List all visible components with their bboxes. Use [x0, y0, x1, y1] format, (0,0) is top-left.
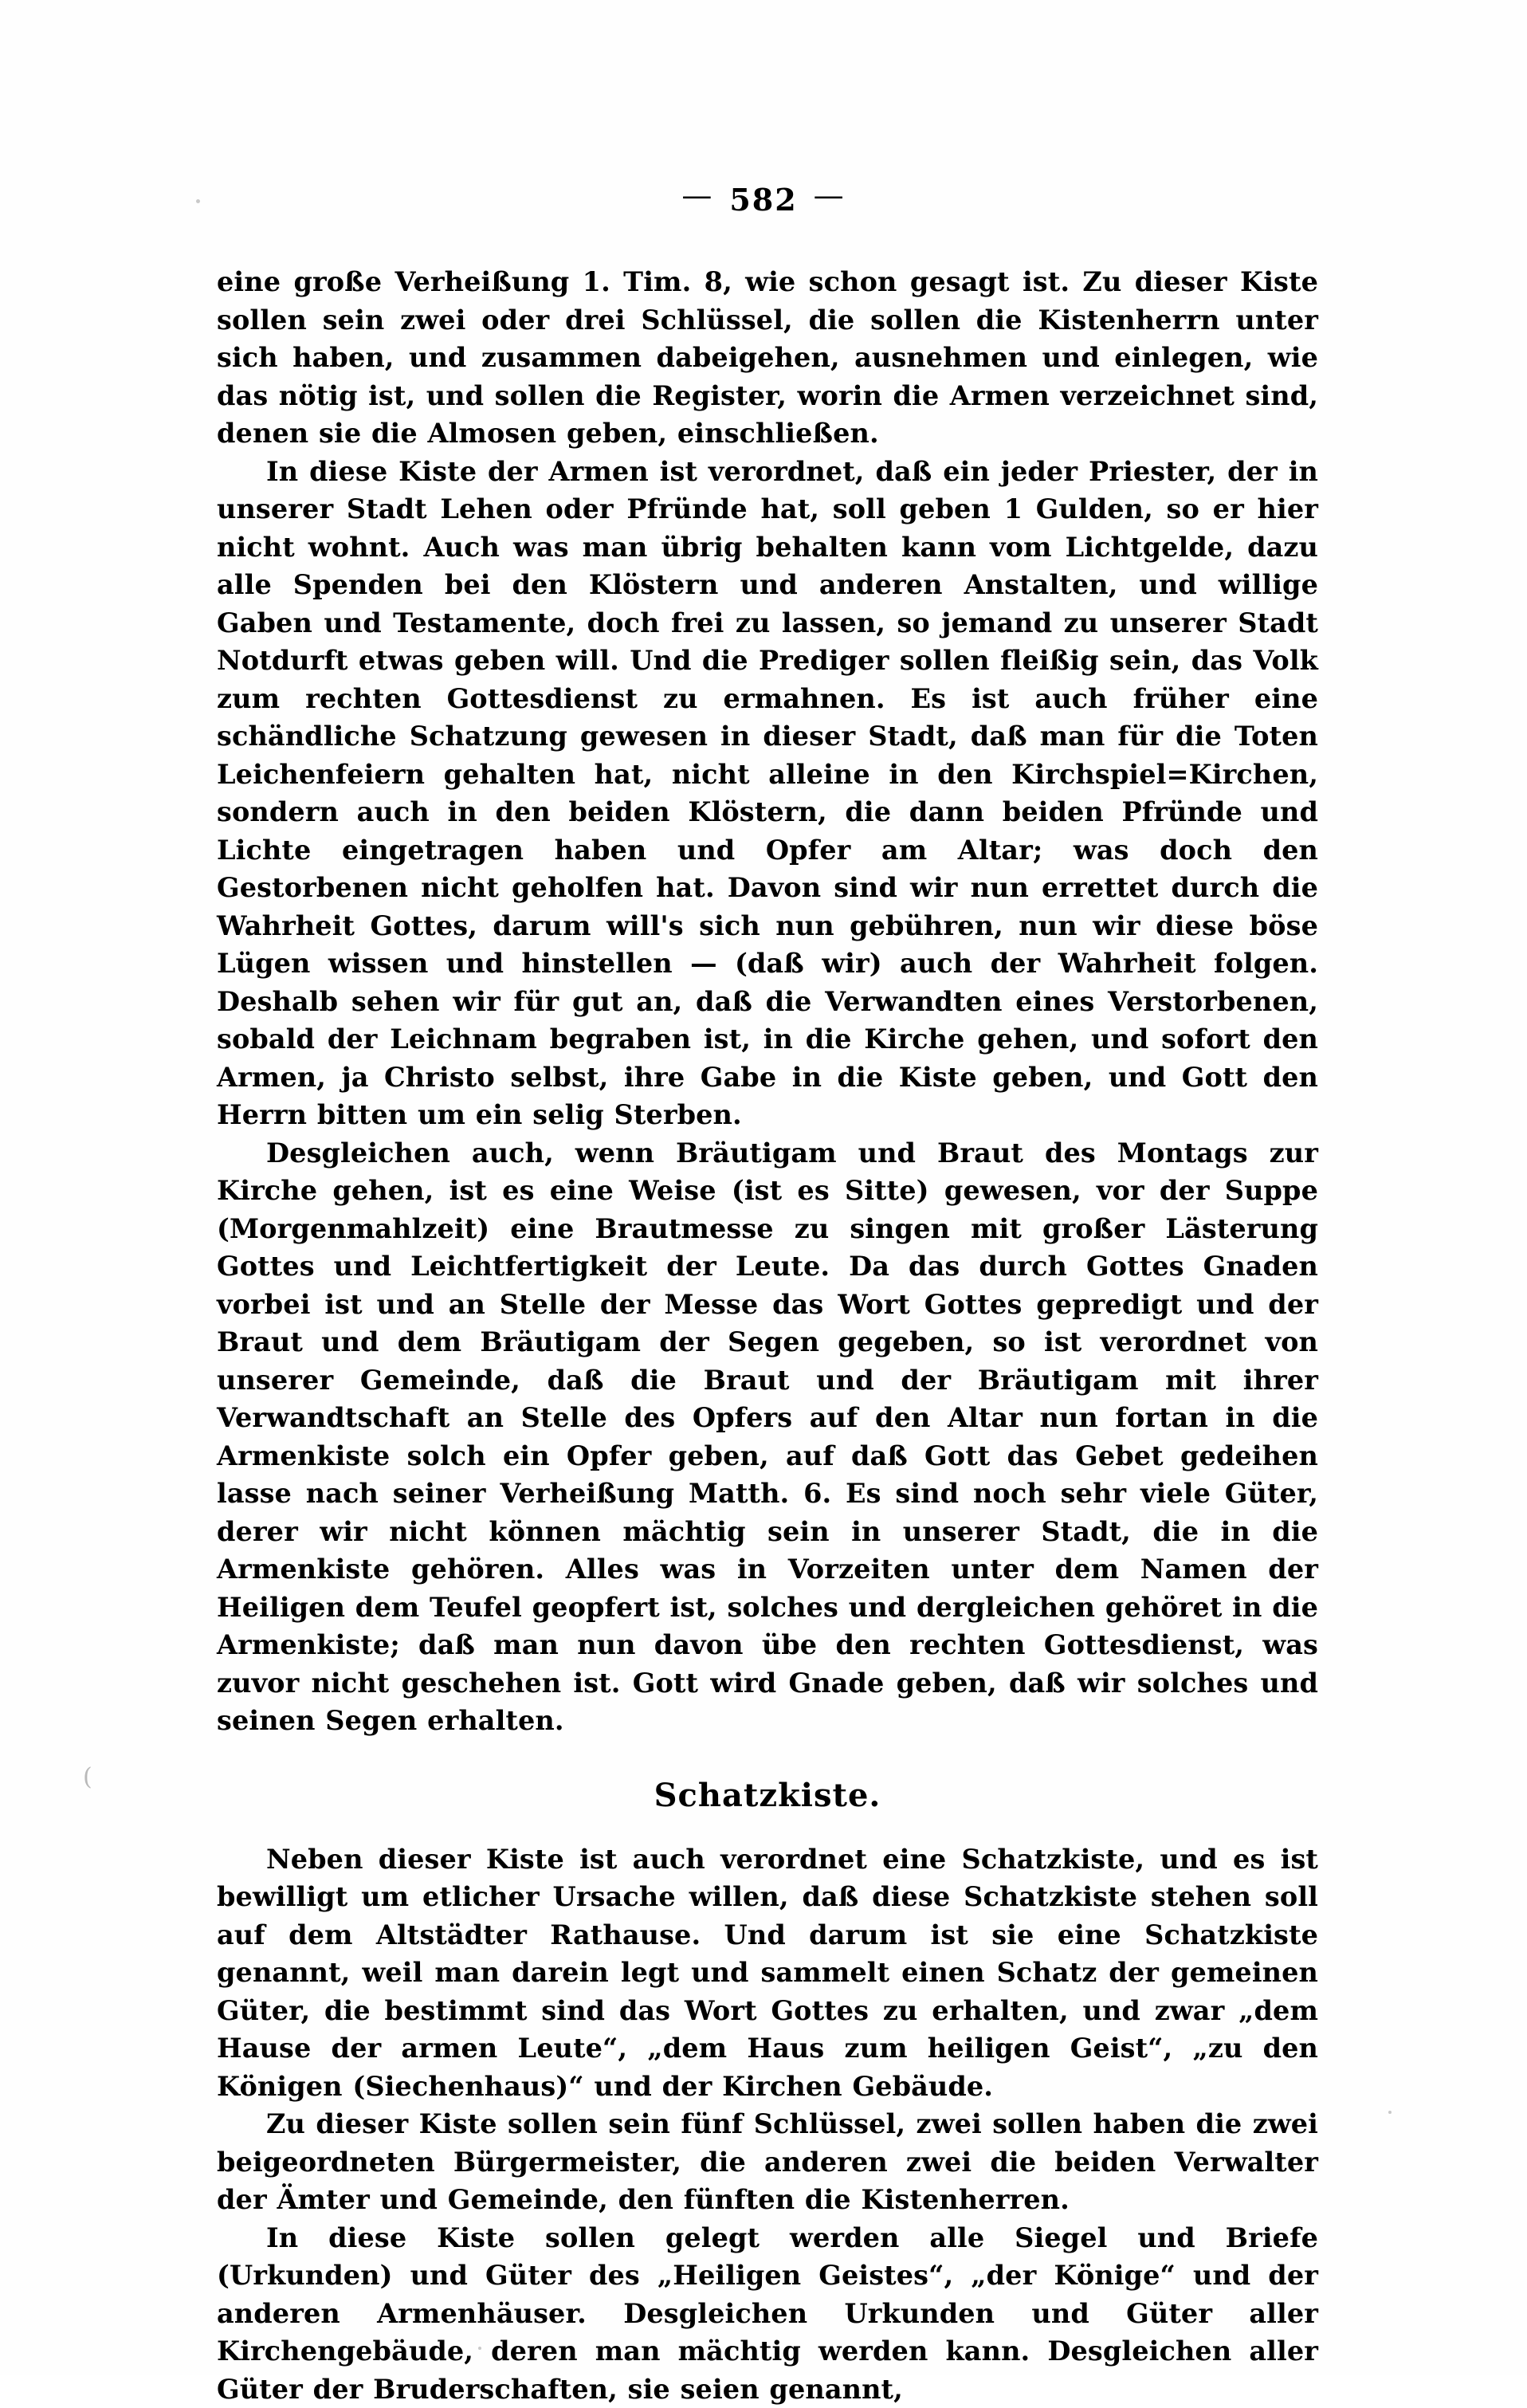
text-column: [217, 263, 1318, 2408]
paragraph: [217, 1134, 1318, 1740]
paragraph-text: Neben dieser Kiste ist auch verordnet eine Schatzkiste, und es ist bewilligt um etlicher Ursache willen, daß diese Schatzkiste stehen soll auf dem Altstädter Rathause. Und darum ist sie eine Schatzkiste genannt, weil man darein legt und sammelt einen Schatz der gemeinen Güter, die bestimmt sind das Wort Gottes zu erhalten, und zwar „dem Hause der armen Leute“, „dem Haus zum heiligen Geist“, „zu den Königen (Siechenhaus)“ und der Kirchen Gebäude.: [217, 1844, 1318, 2102]
paragraph: [217, 2105, 1318, 2219]
page-number: 582: [729, 182, 797, 218]
folio-dash-right: —: [798, 178, 862, 213]
section-heading: Schatzkiste.: [217, 1775, 1318, 1817]
paragraph-text: In diese Kiste der Armen ist verordnet, daß ein jeder Priester, der in unserer Stadt Lehen oder Pfründe hat, soll geben 1 Gulden, so er hier nicht wohnt. Auch was man übrig behalten kann vom Lichtgelde, dazu alle Spenden bei den Klöstern und anderen Anstalten, und willige Gaben und Testamente, doch frei zu lassen, so jemand zu unserer Stadt Notdurft etwas geben will. Und die Prediger sollen fleißig sein, das Volk zum rechten Gottesdienst zu ermahnen. Es ist auch früher eine schändliche Schatzung gewesen in dieser Stadt, daß man für die Toten Leichenfeiern gehalten hat, nicht alleine in den Kirchspiel=Kirchen, sondern auch in den beiden Klöstern, die dann beiden Pfründe und Lichte eingetragen haben und Opfer am Altar; was doch den Gestorbenen nicht geholfen hat. Davon sind wir nun errettet durch die Wahrheit Gottes, darum will's sich nun gebühren, nun wir diese böse Lügen wissen und hinstellen — (daß wir) auch der Wahrheit folgen. Deshalb sehen wir für gut an, daß die Verwandten eines Verstorbenen, sobald der Leichnam begraben ist, in die Kirche gehen, und sofort den Armen, ja Christo selbst, ihre Gabe in die Kiste geben, und Gott den Herrn bitten um ein selig Sterben.: [217, 456, 1318, 1131]
paragraph: [217, 263, 1318, 453]
scan-speck: [196, 199, 200, 203]
paragraph-text: eine große Verheißung 1. Tim. 8, wie schon gesagt ist. Zu dieser Kiste sollen sein zwei oder drei Schlüssel, die sollen die Kistenherrn unter sich haben, und zusammen dabeigehen, ausnehmen und einlegen, wie das nötig ist, und sollen die Register, worin die Armen verzeichnet sind, denen sie die Almosen geben, einschließen.: [217, 266, 1318, 449]
page-folio: [0, 182, 1527, 218]
paragraph-text: Desgleichen auch, wenn Bräutigam und Braut des Montags zur Kirche gehen, ist es eine Weise (ist es Sitte) gewesen, vor der Suppe (Morgenmahlzeit) eine Brautmesse zu singen mit großer Lästerung Gottes und Leichtfertigkeit der Leute. Da das durch Gottes Gnaden vorbei ist und an Stelle der Messe das Wort Gottes gepredigt und der Braut und dem Bräutigam der Segen gegeben, so ist verordnet von unserer Gemeinde, daß die Braut und der Bräutigam mit ihrer Verwandtschaft an Stelle des Opfers auf den Altar nun fortan in die Armenkiste solch ein Opfer geben, auf daß Gott das Gebet gedeihen lasse nach seiner Verheißung Matth. 6. Es sind noch sehr viele Güter, derer wir nicht können mächtig sein in unserer Stadt, die in die Armenkiste gehören. Alles was in Vorzeiten unter dem Namen der Heiligen dem Teufel geopfert ist, solches und dergleichen gehöret in die Armenkiste; daß man nun davon übe den rechten Gottesdienst, was zuvor nicht geschehen ist. Gott wird Gnade geben, daß wir solches und seinen Segen erhalten.: [217, 1137, 1318, 1737]
paragraph: [217, 1840, 1318, 2106]
paragraph: [217, 453, 1318, 1134]
folio-dash-left: —: [665, 178, 729, 213]
margin-stray-mark: (: [83, 1763, 92, 1791]
scan-speck: [1388, 2111, 1392, 2114]
paragraph-text: Zu dieser Kiste sollen sein fünf Schlüssel, zwei sollen haben die zwei beigeordneten Bürgermeister, die anderen zwei die beiden Verwalter der Ämter und Gemeinde, den fünften die Kistenherren.: [217, 2108, 1318, 2215]
paragraph: [217, 2219, 1318, 2408]
paragraph-text: In diese Kiste sollen gelegt werden alle Siegel und Briefe (Urkunden) und Güter des „Heiligen Geistes“, „der Könige“ und der anderen Armenhäuser. Desgleichen Urkunden und Güter aller Kirchengebäude, deren man mächtig werden kann. Desgleichen aller Güter der Bruderschaften, sie seien genannt,: [217, 2222, 1318, 2405]
